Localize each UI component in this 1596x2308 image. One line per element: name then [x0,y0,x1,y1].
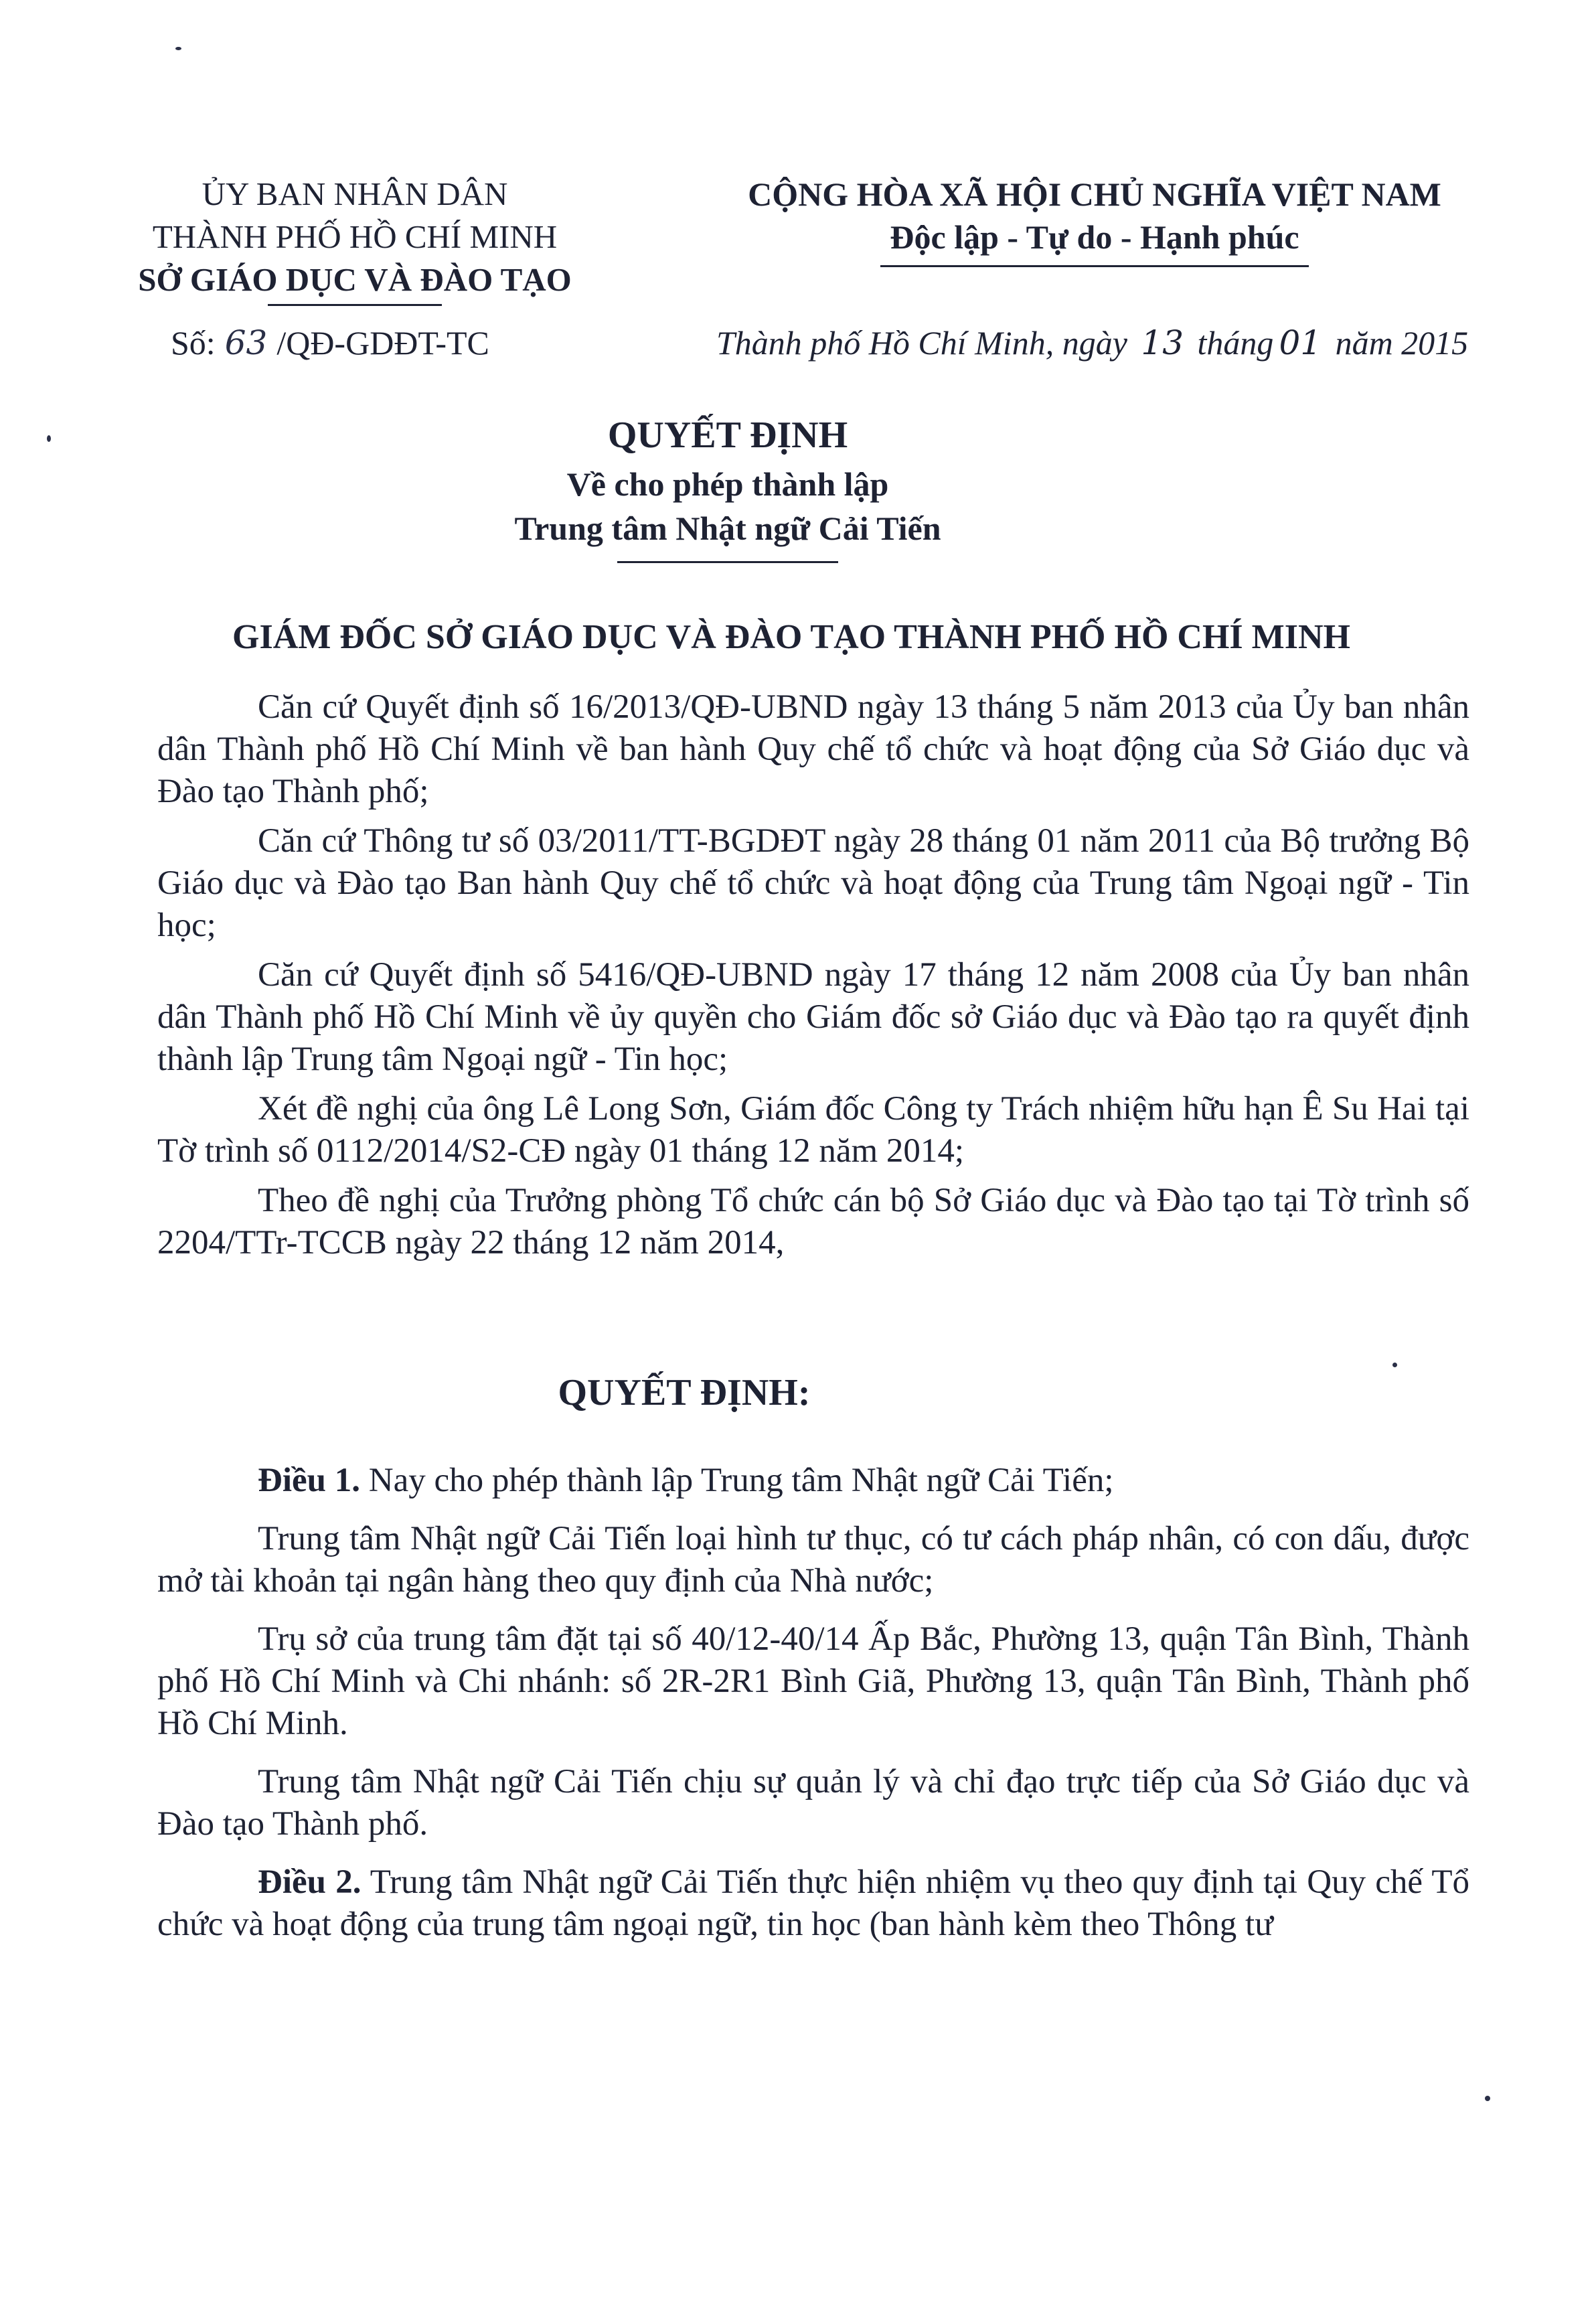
motto-underline [880,265,1309,267]
number-suffix: /QĐ-GDĐT-TC [276,324,489,362]
article-1-label: Điều 1. [258,1462,360,1499]
date-place: Thành phố Hồ Chí Minh, ngày [716,324,1127,362]
document-number [171,321,489,364]
decision-heading: QUYẾT ĐỊNH: [558,1372,811,1413]
article-1-paragraph-2: Trung tâm Nhật ngữ Cải Tiến loại hình tư thục, có tư cách pháp nhân, có con dấu, được mở tài khoản tại ngân hàng theo quy định của Nhà nước; [157,1520,1469,1600]
title-subject-1: Về cho phép thành lập [566,465,889,503]
article-1-text: Nay cho phép thành lập Trung tâm Nhật ngữ Cải Tiến; [360,1462,1114,1499]
number-prefix: Số: [171,324,216,362]
document-title [0,408,1596,563]
article-1-paragraph-4: Trung tâm Nhật ngữ Cải Tiến chịu sự quản lý và chỉ đạo trực tiếp của Sở Giáo dục và Đào tạo Thành phố. [157,1763,1469,1843]
date-month: 01 [1279,323,1322,362]
scan-speck [175,47,181,50]
authority-line-1: ỦY BAN NHÂN DÂN [202,175,508,212]
preamble-paragraph: Căn cứ Quyết định số 16/2013/QĐ-UBND ngày 13 tháng 5 năm 2013 của Ủy ban nhân dân Thành phố Hồ Chí Minh về ban hành Quy chế tổ chức và hoạt động của Sở Giáo dục và Đào tạo Thành phố; [157,688,1469,810]
preamble-paragraph: Theo đề nghị của Trưởng phòng Tổ chức cán bộ Sở Giáo dục và Đào tạo tại Tờ trình số 2204/TTr-TCCB ngày 22 tháng 12 năm 2014, [157,1182,1469,1261]
authority-underline [268,304,442,306]
article-2-label: Điều 2. [258,1863,362,1901]
preamble-paragraph: Xét đề nghị của ông Lê Long Sơn, Giám đốc Công ty Trách nhiệm hữu hạn Ê Su Hai tại Tờ trình số 0112/2014/S2-CĐ ngày 01 tháng 12 năm 2014; [157,1090,1469,1170]
article-2-text: Trung tâm Nhật ngữ Cải Tiến thực hiện nhiệm vụ theo quy định tại Quy chế Tổ chức và hoạt động của trung tâm ngoại ngữ, tin học (ban hành kèm theo Thông tư [157,1863,1469,1943]
article-1 [157,1460,1469,1502]
document-date [716,321,1468,364]
motto: Độc lập - Tự do - Hạnh phúc [890,218,1299,256]
national-motto [690,173,1500,267]
director-heading: GIÁM ĐỐC SỞ GIÁO DỤC VÀ ĐÀO TẠO THÀNH PHỐ HỒ CHÍ MINH [232,618,1350,656]
preamble-paragraph: Căn cứ Quyết định số 5416/QĐ-UBND ngày 17 tháng 12 năm 2008 của Ủy ban nhân dân Thành phố Hồ Chí Minh về ủy quyền cho Giám đốc sở Giáo dục và Đào tạo ra quyết định thành lập Trung tâm Ngoại ngữ - Tin học; [157,956,1469,1078]
title-underline [617,561,838,563]
articles [157,1460,1469,1962]
date-month-label: tháng [1197,324,1274,362]
article-2 [157,1861,1469,1946]
preamble-paragraph: Căn cứ Thông tư số 03/2011/TT-BGDĐT ngày 28 tháng 01 năm 2011 của Bộ trưởng Bộ Giáo dục và Đào tạo Ban hành Quy chế tổ chức và hoạt động của Trung tâm Ngoại ngữ - Tin học; [157,822,1469,944]
title-subject-2: Trung tâm Nhật ngữ Cải Tiến [514,510,941,547]
date-year-label: năm [1335,324,1393,362]
article-1-paragraph-3: Trụ sở của trung tâm đặt tại số 40/12-40/14 Ấp Bắc, Phường 13, quận Tân Bình, Thành phố Hồ Chí Minh và Chi nhánh: số 2R-2R1 Bình Giã, Phường 13, quận Tân Bình, Thành phố Hồ Chí Minh. [157,1620,1469,1742]
scan-speck [47,435,51,442]
scan-speck [1392,1363,1397,1367]
country-name: CỘNG HÒA XÃ HỘI CHỦ NGHĨA VIỆT NAM [748,175,1441,213]
preamble [157,686,1469,1272]
date-year: 2015 [1401,324,1469,362]
issuing-authority [100,173,609,306]
date-day: 13 [1141,323,1184,362]
authority-line-2: THÀNH PHỐ HỒ CHÍ MINH [152,218,558,255]
handwritten-number: 63 [224,323,268,362]
scan-speck [1485,2096,1490,2101]
authority-line-3: SỞ GIÁO DỤC VÀ ĐÀO TẠO [138,261,572,298]
title-main: QUYẾT ĐỊNH [607,414,848,456]
